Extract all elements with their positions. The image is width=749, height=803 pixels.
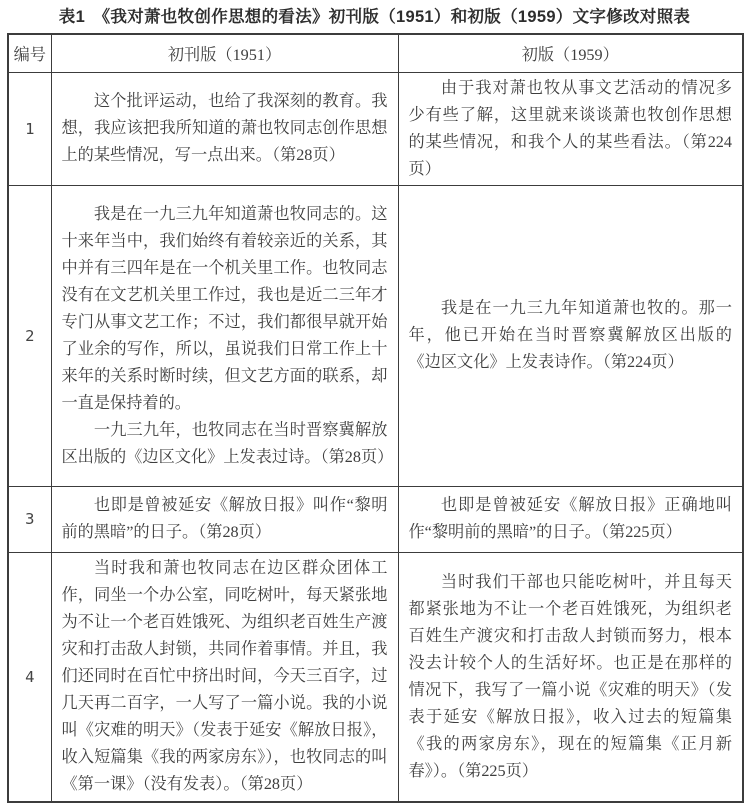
cell-1951-row-4 (51, 552, 398, 802)
row-number: 1 (8, 72, 51, 185)
comparison-table (7, 33, 744, 803)
paragraph: 由于我对萧也牧从事文艺活动的情况多少有些了解，这里就来谈谈萧也牧创作思想的某些情况，和我个人的某些看法。（第224页） (408, 78, 732, 178)
table-row-3 (8, 486, 743, 552)
table-row-1 (8, 72, 743, 185)
cell-1959-row-2 (398, 185, 743, 486)
cell-1959-row-1 (398, 72, 743, 185)
row-number: 2 (8, 185, 51, 486)
table-row-4 (8, 552, 743, 802)
table-row-2 (8, 185, 743, 486)
paragraph: 也即是曾被延安《解放日报》正确地叫作“黎明前的黑暗”的日子。（第225页） (408, 496, 732, 541)
paragraph: 我是在一九三九年知道萧也牧同志的。这十来年当中，我们始终有着较亲近的关系，其中并有三四年是在一个机关里工作。也牧同志没有在文艺机关里工作过，我也是近二三年才专门从事文艺工作；不过，我们都很早就开始了业余的写作，所以，虽说我们日常工作上十来年的关系时断时续，但文艺方面的联系，却一直是保持着的。 (61, 204, 388, 412)
paragraph: 一九三九年，也牧同志在当时晋察冀解放区出版的《边区文化》上发表过诗。（第28页） (61, 420, 394, 466)
cell-1959-row-4 (398, 552, 743, 802)
paragraph: 当时我们干部也只能吃树叶，并且每天都紧张地为不让一个老百姓饿死，为组织老百姓生产渡灾和打击敌人封锁而努力，根本没去计较个人的生活好坏。也正是在那样的情况下，我写了一篇小说《灾难的明天》（发表于延安《解放日报》，收入过去的短篇集《我的两家房东》，现在的短篇集《正月新春》）。（第225页） (408, 572, 732, 780)
cell-1951-row-2 (51, 185, 398, 486)
paragraph: 这个批评运动，也给了我深刻的教育。我想，我应该把我所知道的萧也牧同志创作思想上的某些情况，写一点出来。（第28页） (61, 92, 388, 164)
row-number: 4 (8, 552, 51, 802)
header-number-column: 编号 (8, 34, 51, 72)
cell-1959-row-3 (398, 486, 743, 552)
table-caption: 表1 《我对萧也牧创作思想的看法》初刊版（1951）和初版（1959）文字修改对照表 (58, 8, 691, 26)
paragraph: 也即是曾被延安《解放日报》叫作“黎明前的黑暗”的日子。（第28页） (61, 496, 388, 541)
cell-1951-row-3 (51, 486, 398, 552)
header-row (8, 34, 743, 72)
paragraph: 我是在一九三九年知道萧也牧的。那一年，他已开始在当时晋察冀解放区出版的《边区文化》上发表诗作。（第224页） (408, 299, 732, 371)
cell-1951-row-1 (51, 72, 398, 185)
row-number: 3 (8, 486, 51, 552)
header-1951-edition: 初刊版（1951） (51, 34, 398, 72)
header-1959-edition: 初版（1959） (398, 34, 743, 72)
paragraph: 当时我和萧也牧同志在边区群众团体工作，同坐一个办公室，同吃树叶，每天紧张地为不让一个老百姓饿死、为组织老百姓生产渡灾和打击敌人封锁，共同作着事情。并且，我们还同时在百忙中挤出时间，今天三百字，过几天再二百字，一人写了一篇小说。我的小说叫《灾难的明天》（发表于延安《解放日报》，收入短篇集《我的两家房东》），也牧同志的叫《第一课》（没有发表）。（第28页） (61, 559, 388, 794)
